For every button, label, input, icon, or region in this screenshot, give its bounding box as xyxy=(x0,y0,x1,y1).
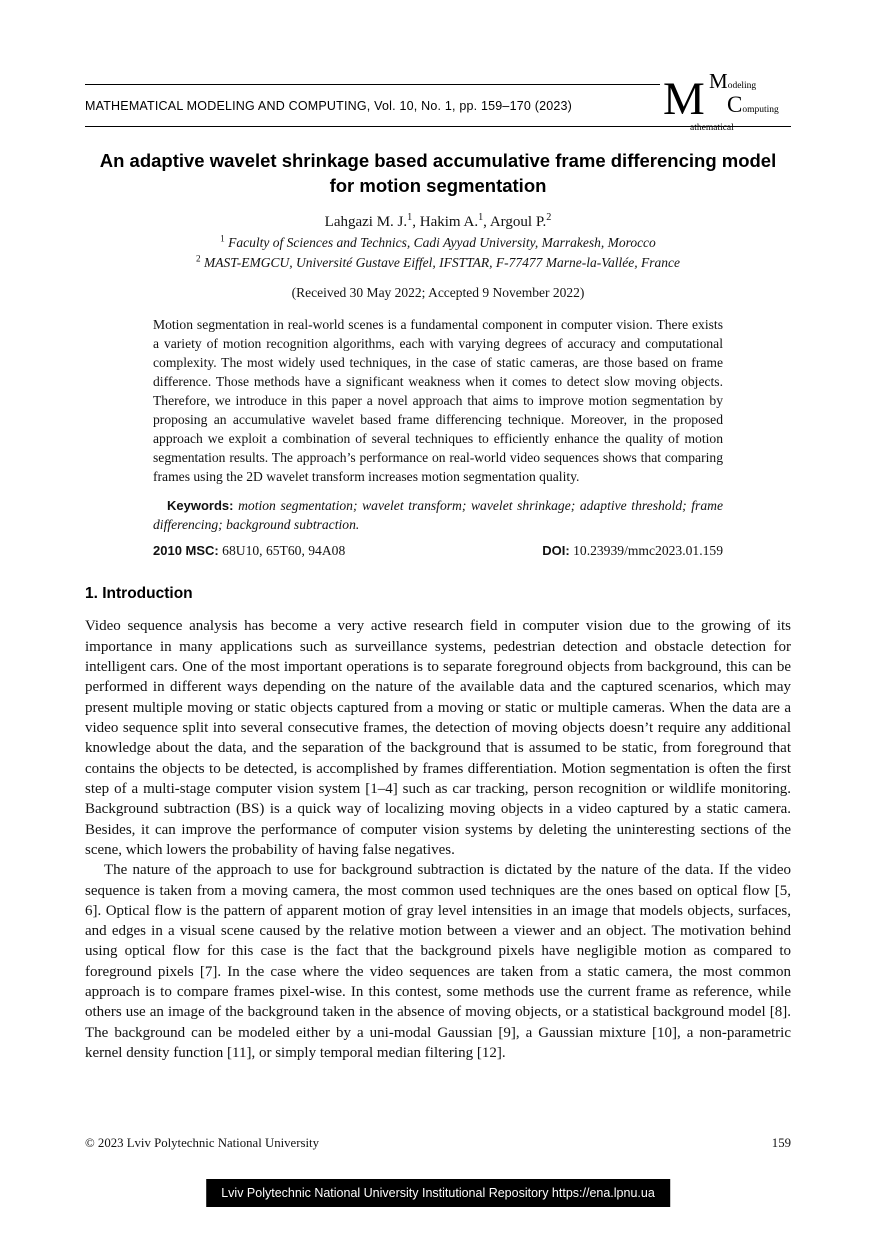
journal-header: MATHEMATICAL MODELING AND COMPUTING, Vol. 10, No. 1, pp. 159–170 (2023) xyxy=(85,99,573,113)
author-2-sup: 1 xyxy=(478,211,484,223)
received-line: (Received 30 May 2022; Accepted 9 November 2022) xyxy=(291,284,585,300)
intro-paragraph-1: Video sequence analysis has become a very active research field in computer vision due to the growing of its importance in many applications such as surveillance systems, pedestrian detection and obstacle detection for intelligent cars. One of the most important operations is to separate foreground objects from background, this can be performed in different ways depending on the nature of the available data and the captured scenarios, which may present multiple moving or static objects captured from a moving or static or multiple cameras. When the data are a video sequence split into several consecutive frames, the detection of moving objects doesn’t require any additional knowledge about the data, and the separation of the background that is assumed to be static, from foreground that contains the objects to be detected, is accomplished by frames differentiation. Motion segmentation is often the first step of a multi-stage computer vision system [1–4] such as car tracking, person recognition or wildlife monitoring. Background subtraction (BS) is a quick way of localizing moving objects in a video captured by a static camera. Besides, it can improve the performance of computer vision systems by deleting the uninteresting sections of the scene, which lowers the probability of having false negatives. xyxy=(85,618,791,858)
copyright-notice: © 2023 Lviv Polytechnic National University xyxy=(85,1136,319,1150)
author-3-sup: 2 xyxy=(546,211,552,223)
keywords-block xyxy=(153,496,723,534)
authors-line xyxy=(85,211,791,231)
logo-row-computing xyxy=(727,93,779,117)
page-number: 159 xyxy=(771,1136,791,1150)
page-header xyxy=(85,69,791,133)
page-footer xyxy=(85,1136,791,1151)
keywords-text: motion segmentation; wavelet transform; wavelet shrinkage; adaptive threshold; frame differencing; background subtraction. xyxy=(153,498,723,533)
affiliation-1-sup: 1 xyxy=(220,233,225,244)
header-rule-top xyxy=(85,84,660,85)
author-1-sup: 1 xyxy=(407,211,413,223)
msc-label: 2010 MSC: xyxy=(153,543,219,559)
logo-letter-c: C xyxy=(727,92,743,117)
keywords-label: Keywords: xyxy=(167,498,234,514)
author-2: , Hakim A. xyxy=(412,213,479,230)
repository-banner: Lviv Polytechnic National University Institutional Repository https://ena.lpnu.ua xyxy=(206,1179,670,1207)
affiliation-2-text: MAST-EMGCU, Université Gustave Eiffel, IFSTTAR, F-77477 Marne-la-Vallée, France xyxy=(200,254,680,270)
doi-label: DOI: xyxy=(542,543,570,559)
author-1: Lahgazi M. J. xyxy=(324,213,408,230)
intro-paragraph-2: The nature of the approach to use for background subtraction is dictated by the nature of the data. If the video sequence is taken from a moving camera, the most common used techniques are the ones based on optical flow [5, 6]. Optical flow is the pattern of apparent motion of gray level intensities in an image that models objects, surfaces, and edges in a visual scene caused by the relative motion between a viewer and an object. The motivation behind using optical flow for this case is the fact that the background pixels have negligible motion as compared to foreground pixels [7]. In the case where the video sequences are taken from a static camera, the most common approach is to compare frames pixel-wise. In this contest, some methods use the current frame as reference, while others use an image of the background taken in the absence of moving objects, or a statistical background model [8]. The background can be modeled either by a uni-modal Gaussian [9], a Gaussian mixture [10], a non-parametric kernel density function [11], or simply temporal median filtering [12]. xyxy=(85,862,791,1061)
logo-word-omputing: omputing xyxy=(742,105,779,115)
msc-doi-row xyxy=(153,543,723,559)
paper-title: An adaptive wavelet shrinkage based accumulative frame differencing model for motion segmentation xyxy=(99,150,777,196)
logo-letter-m: M xyxy=(709,69,728,93)
section-heading-introduction: 1. Introduction xyxy=(85,585,193,603)
msc-entry xyxy=(153,543,345,559)
logo-word-athematical: athematical xyxy=(690,123,734,133)
abstract: Motion segmentation in real-world scenes is a fundamental component in computer vision. There exists a variety of motion recognition algorithms, each with varying degrees of accuracy and computational complexity. The most widely used techniques, in the case of static cameras, are those based on frame difference. Those methods have a significant weakness when it comes to detect slow moving objects. Therefore, we introduce in this paper a novel approach that aims to improve motion segmentation by proposing an accumulative wavelet based frame differencing technique. Moreover, in the proposed approach we exploit a combination of several techniques to efficiently enhance the quality of motion segmentation results. The approach’s performance on real-world video sequences shows that comparing frames using the 2D wavelet transform increases motion segmentation quality. xyxy=(153,316,723,485)
logo-row-modeling xyxy=(709,71,756,93)
affiliation-2-sup: 2 xyxy=(196,253,201,264)
affiliation-1-text: Faculty of Sciences and Technics, Cadi Ayyad University, Marrakesh, Morocco xyxy=(224,234,656,250)
logo-word-odeling: odeling xyxy=(727,81,757,91)
logo-letter-m-big: M xyxy=(663,73,705,125)
doi-value: 10.23939/mmc2023.01.159 xyxy=(573,543,723,559)
msc-value: 68U10, 65T60, 94A08 xyxy=(222,543,346,559)
doi-entry xyxy=(542,543,723,559)
affiliation-2 xyxy=(85,255,791,271)
affiliation-1 xyxy=(85,235,791,251)
journal-logo xyxy=(663,69,791,138)
author-3: , Argoul P. xyxy=(483,213,547,230)
page-content xyxy=(85,69,791,1063)
